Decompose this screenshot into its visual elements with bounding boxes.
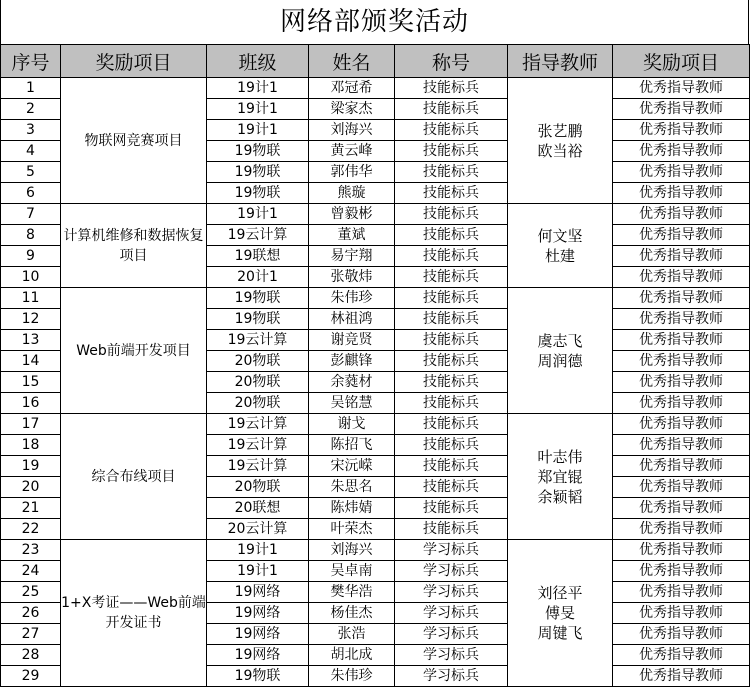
cell-serial-number[interactable]: 7: [1, 204, 61, 225]
cell-class[interactable]: 19物联: [207, 288, 309, 309]
cell-serial-number[interactable]: 5: [1, 162, 61, 183]
cell-serial-number[interactable]: 27: [1, 624, 61, 645]
header-award-item[interactable]: 奖励项目: [613, 45, 750, 78]
cell-instructors[interactable]: [508, 204, 613, 288]
cell-student-name[interactable]: 董斌: [309, 225, 395, 246]
cell-honor-title[interactable]: 技能标兵: [395, 456, 508, 477]
header-name[interactable]: 姓名: [309, 45, 395, 78]
instructor-name: 刘径平: [537, 584, 583, 602]
cell-student-name[interactable]: 樊华浩: [309, 582, 395, 603]
instructor-name: 余颖韬: [537, 487, 583, 506]
cell-honor-title[interactable]: 技能标兵: [395, 414, 508, 435]
cell-class[interactable]: 20物联: [207, 351, 309, 372]
cell-serial-number[interactable]: 20: [1, 477, 61, 498]
cell-serial-number[interactable]: 9: [1, 246, 61, 267]
cell-honor-title[interactable]: 学习标兵: [395, 540, 508, 561]
cell-serial-number[interactable]: 12: [1, 309, 61, 330]
table-row: [1, 414, 750, 435]
cell-award-item[interactable]: 优秀指导教师: [613, 309, 750, 330]
cell-serial-number[interactable]: 22: [1, 519, 61, 540]
cell-serial-number[interactable]: 17: [1, 414, 61, 435]
instructor-name: 虞志飞: [537, 331, 583, 350]
cell-serial-number[interactable]: 25: [1, 582, 61, 603]
cell-student-name[interactable]: 张敬炜: [309, 267, 395, 288]
cell-serial-number[interactable]: 21: [1, 498, 61, 519]
instructor-name: 郑宜锟: [537, 467, 583, 486]
cell-serial-number[interactable]: 19: [1, 456, 61, 477]
cell-award-item[interactable]: 优秀指导教师: [613, 141, 750, 162]
cell-award-project[interactable]: Web前端开发项目: [61, 288, 207, 414]
cell-student-name[interactable]: 陈炜婧: [309, 498, 395, 519]
page-title: 网络部颁奖活动: [0, 0, 749, 44]
cell-class[interactable]: 19计1: [207, 78, 309, 99]
cell-student-name[interactable]: 邓冠希: [309, 78, 395, 99]
cell-class[interactable]: 19物联: [207, 141, 309, 162]
header-honor-title[interactable]: 称号: [395, 45, 508, 78]
cell-student-name[interactable]: 刘海兴: [309, 540, 395, 561]
cell-serial-number[interactable]: 16: [1, 393, 61, 414]
instructor-name: 叶志伟: [537, 447, 583, 466]
cell-class[interactable]: 20云计算: [207, 519, 309, 540]
cell-honor-title[interactable]: 学习标兵: [395, 666, 508, 687]
cell-serial-number[interactable]: 6: [1, 183, 61, 204]
cell-award-item[interactable]: 优秀指导教师: [613, 330, 750, 351]
cell-honor-title[interactable]: 技能标兵: [395, 372, 508, 393]
cell-honor-title[interactable]: 技能标兵: [395, 225, 508, 246]
cell-award-item[interactable]: 优秀指导教师: [613, 246, 750, 267]
header-class[interactable]: 班级: [207, 45, 309, 78]
cell-honor-title[interactable]: 技能标兵: [395, 498, 508, 519]
cell-serial-number[interactable]: 15: [1, 372, 61, 393]
cell-award-item[interactable]: 优秀指导教师: [613, 267, 750, 288]
cell-serial-number[interactable]: 18: [1, 435, 61, 456]
cell-student-name[interactable]: 张浩: [309, 624, 395, 645]
cell-student-name[interactable]: 叶荣杰: [309, 519, 395, 540]
cell-class[interactable]: 20计1: [207, 267, 309, 288]
cell-honor-title[interactable]: 技能标兵: [395, 141, 508, 162]
cell-class[interactable]: 20物联: [207, 372, 309, 393]
cell-award-item[interactable]: 优秀指导教师: [613, 183, 750, 204]
cell-serial-number[interactable]: 3: [1, 120, 61, 141]
cell-student-name[interactable]: 陈招飞: [309, 435, 395, 456]
instructor-name: 周键飞: [537, 624, 583, 642]
cell-honor-title[interactable]: 技能标兵: [395, 246, 508, 267]
cell-class[interactable]: 19计1: [207, 120, 309, 141]
cell-award-item[interactable]: 优秀指导教师: [613, 288, 750, 309]
table-row: [1, 288, 750, 309]
cell-class[interactable]: 19云计算: [207, 414, 309, 435]
cell-instructors[interactable]: [508, 78, 613, 204]
cell-award-item[interactable]: 优秀指导教师: [613, 120, 750, 141]
cell-class[interactable]: 19网络: [207, 603, 309, 624]
cell-class[interactable]: 19网络: [207, 624, 309, 645]
cell-honor-title[interactable]: 技能标兵: [395, 288, 508, 309]
cell-award-item[interactable]: 优秀指导教师: [613, 477, 750, 498]
cell-honor-title[interactable]: 技能标兵: [395, 309, 508, 330]
cell-honor-title[interactable]: 技能标兵: [395, 351, 508, 372]
cell-award-item[interactable]: 优秀指导教师: [613, 393, 750, 414]
cell-serial-number[interactable]: 13: [1, 330, 61, 351]
cell-class[interactable]: 19物联: [207, 183, 309, 204]
cell-serial-number[interactable]: 11: [1, 288, 61, 309]
cell-award-item[interactable]: 优秀指导教师: [613, 540, 750, 561]
cell-serial-number[interactable]: 8: [1, 225, 61, 246]
cell-award-item[interactable]: 优秀指导教师: [613, 204, 750, 225]
cell-student-name[interactable]: 黄云峰: [309, 141, 395, 162]
cell-honor-title[interactable]: 技能标兵: [395, 393, 508, 414]
cell-student-name[interactable]: 谢竞贤: [309, 330, 395, 351]
cell-class[interactable]: 19云计算: [207, 330, 309, 351]
cell-class[interactable]: 19物联: [207, 666, 309, 687]
cell-honor-title[interactable]: 技能标兵: [395, 99, 508, 120]
cell-honor-title[interactable]: 技能标兵: [395, 183, 508, 204]
cell-honor-title[interactable]: 技能标兵: [395, 204, 508, 225]
cell-student-name[interactable]: 梁家杰: [309, 99, 395, 120]
cell-honor-title[interactable]: 技能标兵: [395, 477, 508, 498]
cell-honor-title[interactable]: 技能标兵: [395, 330, 508, 351]
cell-student-name[interactable]: 谢戈: [309, 414, 395, 435]
cell-class[interactable]: 19联想: [207, 246, 309, 267]
cell-class[interactable]: 19网络: [207, 582, 309, 603]
cell-award-item[interactable]: 优秀指导教师: [613, 582, 750, 603]
cell-class[interactable]: 19物联: [207, 162, 309, 183]
cell-serial-number[interactable]: 4: [1, 141, 61, 162]
cell-student-name[interactable]: 朱思名: [309, 477, 395, 498]
cell-serial-number[interactable]: 1: [1, 78, 61, 99]
cell-student-name[interactable]: 曾毅彬: [309, 204, 395, 225]
instructor-name: 欧当裕: [537, 141, 583, 160]
cell-award-item[interactable]: 优秀指导教师: [613, 351, 750, 372]
table-row: [1, 540, 750, 561]
cell-class[interactable]: 19云计算: [207, 435, 309, 456]
cell-serial-number[interactable]: 23: [1, 540, 61, 561]
cell-honor-title[interactable]: 学习标兵: [395, 582, 508, 603]
cell-honor-title[interactable]: 技能标兵: [395, 519, 508, 540]
cell-award-item[interactable]: 优秀指导教师: [613, 225, 750, 246]
cell-serial-number[interactable]: 10: [1, 267, 61, 288]
cell-honor-title[interactable]: 学习标兵: [395, 561, 508, 582]
cell-class[interactable]: 20物联: [207, 393, 309, 414]
cell-award-project[interactable]: 1+X考证——Web前端开发证书: [61, 540, 207, 687]
cell-honor-title[interactable]: 技能标兵: [395, 267, 508, 288]
cell-serial-number[interactable]: 24: [1, 561, 61, 582]
cell-award-item[interactable]: 优秀指导教师: [613, 519, 750, 540]
cell-award-item[interactable]: 优秀指导教师: [613, 645, 750, 666]
cell-student-name[interactable]: 宋沅嵘: [309, 456, 395, 477]
cell-award-item[interactable]: 优秀指导教师: [613, 99, 750, 120]
cell-class[interactable]: 19云计算: [207, 225, 309, 246]
cell-award-item[interactable]: 优秀指导教师: [613, 561, 750, 582]
cell-honor-title[interactable]: 技能标兵: [395, 78, 508, 99]
cell-student-name[interactable]: 吴铭慧: [309, 393, 395, 414]
cell-class[interactable]: 19网络: [207, 645, 309, 666]
table-body: [1, 78, 750, 687]
cell-honor-title[interactable]: 技能标兵: [395, 120, 508, 141]
cell-instructors[interactable]: [508, 540, 613, 687]
cell-award-item[interactable]: 优秀指导教师: [613, 498, 750, 519]
cell-student-name[interactable]: 彭麒锋: [309, 351, 395, 372]
cell-class[interactable]: 20联想: [207, 498, 309, 519]
cell-student-name[interactable]: 吴卓南: [309, 561, 395, 582]
table-header: [1, 45, 750, 78]
award-table: [0, 44, 750, 687]
cell-award-item[interactable]: 优秀指导教师: [613, 372, 750, 393]
header-award-project[interactable]: 奖励项目: [61, 45, 207, 78]
cell-student-name[interactable]: 刘海兴: [309, 120, 395, 141]
header-row: [1, 45, 750, 78]
cell-honor-title[interactable]: 学习标兵: [395, 645, 508, 666]
cell-student-name[interactable]: 胡北成: [309, 645, 395, 666]
cell-class[interactable]: 19计1: [207, 540, 309, 561]
instructor-name: 傅旻: [544, 604, 575, 622]
cell-class[interactable]: 19云计算: [207, 456, 309, 477]
cell-award-item[interactable]: 优秀指导教师: [613, 78, 750, 99]
cell-student-name[interactable]: 易宇翔: [309, 246, 395, 267]
cell-student-name[interactable]: 熊璇: [309, 183, 395, 204]
header-instructor[interactable]: 指导教师: [508, 45, 613, 78]
cell-class[interactable]: 19物联: [207, 309, 309, 330]
cell-award-project[interactable]: 计算机维修和数据恢复项目: [61, 204, 207, 288]
cell-class[interactable]: 19计1: [207, 204, 309, 225]
cell-honor-title[interactable]: 学习标兵: [395, 603, 508, 624]
cell-award-item[interactable]: 优秀指导教师: [613, 456, 750, 477]
cell-serial-number[interactable]: 28: [1, 645, 61, 666]
cell-student-name[interactable]: 林祖鸿: [309, 309, 395, 330]
cell-instructors[interactable]: [508, 414, 613, 540]
cell-instructors[interactable]: [508, 288, 613, 414]
cell-award-item[interactable]: 优秀指导教师: [613, 624, 750, 645]
cell-serial-number[interactable]: 29: [1, 666, 61, 687]
cell-class[interactable]: 20物联: [207, 477, 309, 498]
cell-class[interactable]: 19计1: [207, 99, 309, 120]
cell-honor-title[interactable]: 技能标兵: [395, 435, 508, 456]
cell-award-item[interactable]: 优秀指导教师: [613, 162, 750, 183]
cell-serial-number[interactable]: 14: [1, 351, 61, 372]
instructor-name: 周润德: [537, 351, 583, 370]
cell-serial-number[interactable]: 2: [1, 99, 61, 120]
header-serial-number[interactable]: 序号: [1, 45, 61, 78]
cell-award-item[interactable]: 优秀指导教师: [613, 603, 750, 624]
instructor-name: 何文坚: [537, 226, 583, 245]
cell-honor-title[interactable]: 技能标兵: [395, 162, 508, 183]
cell-serial-number[interactable]: 26: [1, 603, 61, 624]
instructor-name: 张艺鹏: [537, 121, 583, 140]
cell-award-item[interactable]: 优秀指导教师: [613, 666, 750, 687]
table-row: [1, 204, 750, 225]
cell-student-name[interactable]: 杨佳杰: [309, 603, 395, 624]
cell-award-project[interactable]: 综合布线项目: [61, 414, 207, 540]
cell-honor-title[interactable]: 学习标兵: [395, 624, 508, 645]
cell-student-name[interactable]: 朱伟珍: [309, 288, 395, 309]
cell-class[interactable]: 19计1: [207, 561, 309, 582]
cell-student-name[interactable]: 朱伟珍: [309, 666, 395, 687]
cell-award-project[interactable]: 物联网竞赛项目: [61, 78, 207, 204]
table-row: [1, 78, 750, 99]
instructor-name: 杜建: [544, 246, 575, 265]
cell-student-name[interactable]: 郭伟华: [309, 162, 395, 183]
cell-award-item[interactable]: 优秀指导教师: [613, 435, 750, 456]
cell-award-item[interactable]: 优秀指导教师: [613, 414, 750, 435]
cell-student-name[interactable]: 余蕤材: [309, 372, 395, 393]
